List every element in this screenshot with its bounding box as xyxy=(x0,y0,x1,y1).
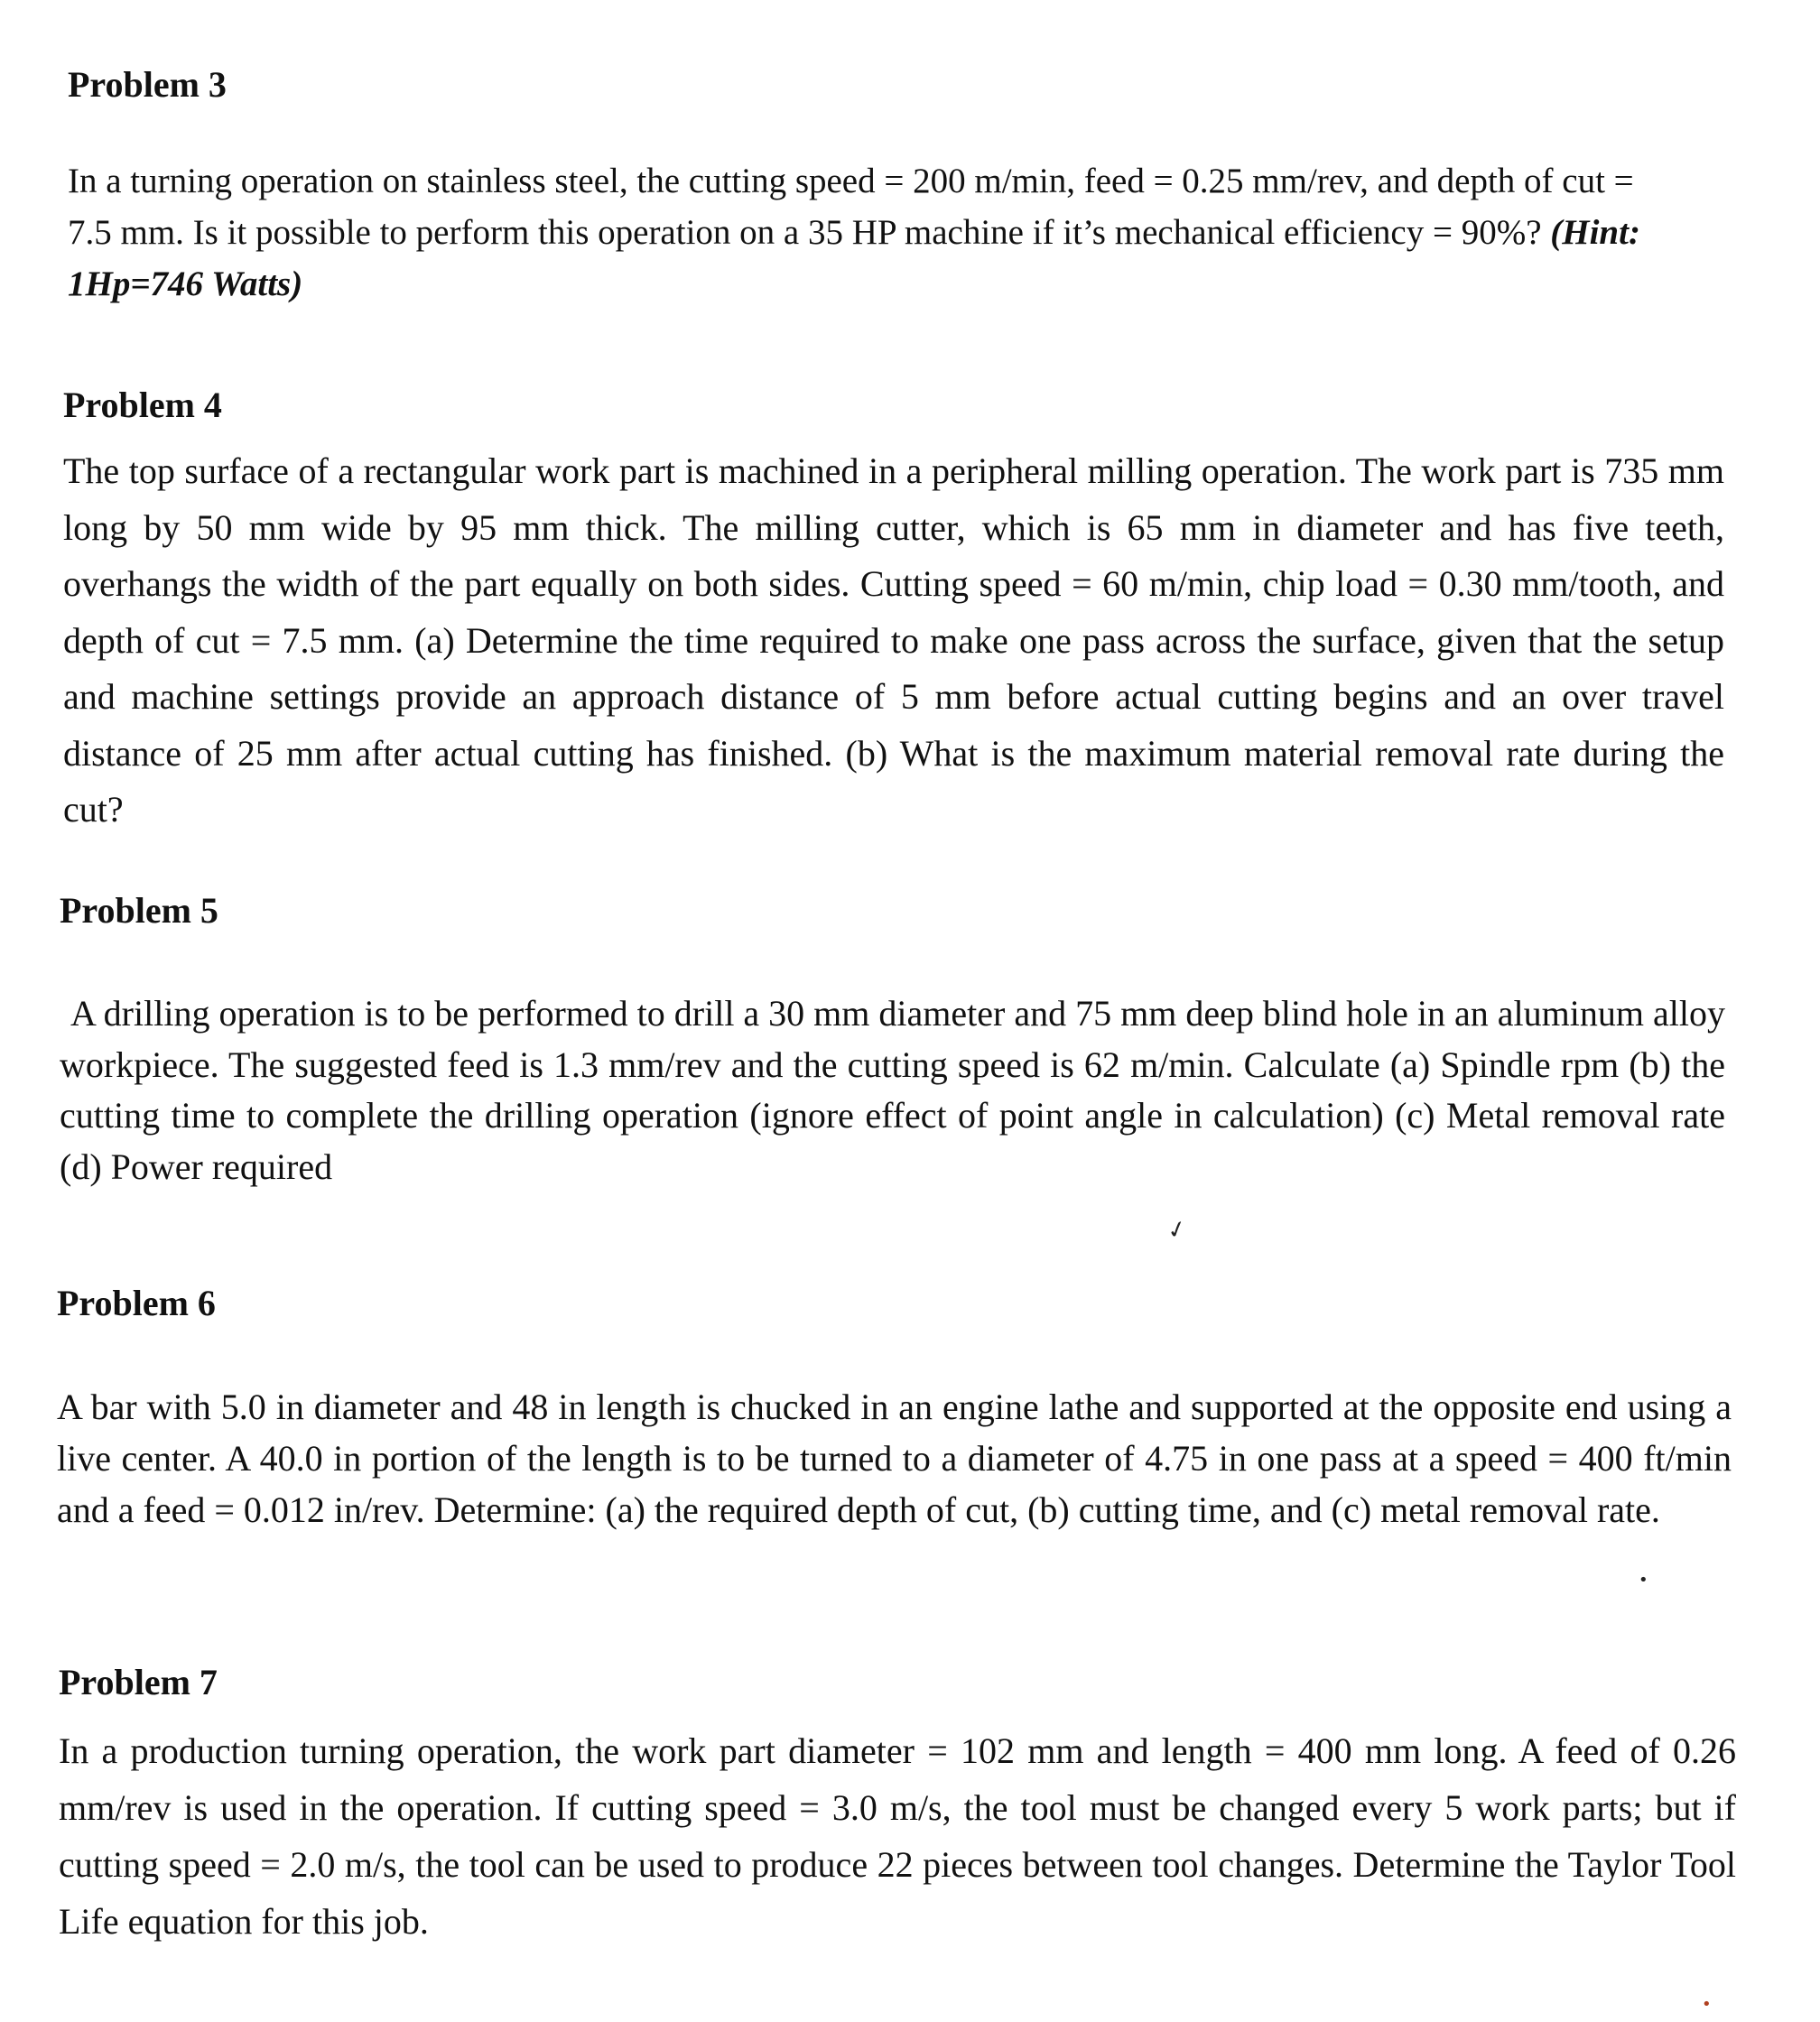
problem-heading: Problem 4 xyxy=(63,385,222,425)
problem-6 xyxy=(57,1282,1732,1535)
problem-text: A drilling operation is to be performed to drill a 30 mm diameter and 75 mm deep blind hole in an aluminum alloy workpiece. The suggested feed is 1.3 mm/rev and the cutting speed is 62 m/min. Calculate (a) Spindle rpm (b) the cutting time to complete the drilling operation (ignore effect of point angle in calculation) (c) Metal removal rate (d) Power required xyxy=(60,993,1725,1187)
ink-dot-icon: • xyxy=(1639,1571,1648,1590)
problem-4 xyxy=(63,384,1724,839)
check-mark-icon: ✓ xyxy=(1164,1214,1191,1247)
ink-dot-icon: • xyxy=(1702,1995,1712,2014)
problem-text xyxy=(68,155,1684,310)
problem-7 xyxy=(59,1661,1736,1950)
problem-3 xyxy=(68,63,1684,310)
problem-heading: Problem 7 xyxy=(59,1662,218,1702)
problem-hint: (Hint: 1Hp=746 Watts) xyxy=(68,213,1640,303)
problem-body: In a turning operation on stainless steel, the cutting speed = 200 m/min, feed = 0.25 mm/rev, and depth of cut = 7.5 mm. Is it possible to perform this operation on a 35 HP machine if it’s mechanical efficiency = 90%? xyxy=(68,162,1634,252)
problem-heading: Problem 6 xyxy=(57,1283,216,1323)
problem-text: A bar with 5.0 in diameter and 48 in length is chucked in an engine lathe and supported at the opposite end using a live center. A 40.0 in portion of the length is to be turned to a diameter of 4.75 in one pass at a speed = 400 ft/min and a feed = 0.012 in/rev. Determine: (a) the required depth of cut, (b) cutting time, and (c) metal removal rate. xyxy=(57,1387,1732,1530)
problem-text: The top surface of a rectangular work part is machined in a peripheral milling operation. The work part is 735 mm long by 50 mm wide by 95 mm thick. The milling cutter, which is 65 mm in diameter and has five teeth, overhangs the width of the part equally on both sides. Cutting speed = 60 m/min, chip load = 0.30 mm/tooth, and depth of cut = 7.5 mm. (a) Determine the time required to make one pass across the surface, given that the setup and machine settings provide an approach distance of 5 mm before actual cutting begins and an over travel distance of 25 mm after actual cutting has finished. (b) What is the maximum material removal rate during the cut? xyxy=(63,450,1724,830)
problem-heading: Problem 3 xyxy=(68,64,227,105)
problem-heading: Problem 5 xyxy=(60,890,218,931)
problem-5 xyxy=(60,889,1725,1192)
problem-text: In a production turning operation, the work part diameter = 102 mm and length = 400 mm long. A feed of 0.26 mm/rev is used in the operation. If cutting speed = 3.0 m/s, the tool must be changed every 5 work parts; but if cutting speed = 2.0 m/s, the tool can be used to produce 22 pieces between tool changes. Determine the Taylor Tool Life equation for this job. xyxy=(59,1730,1736,1942)
